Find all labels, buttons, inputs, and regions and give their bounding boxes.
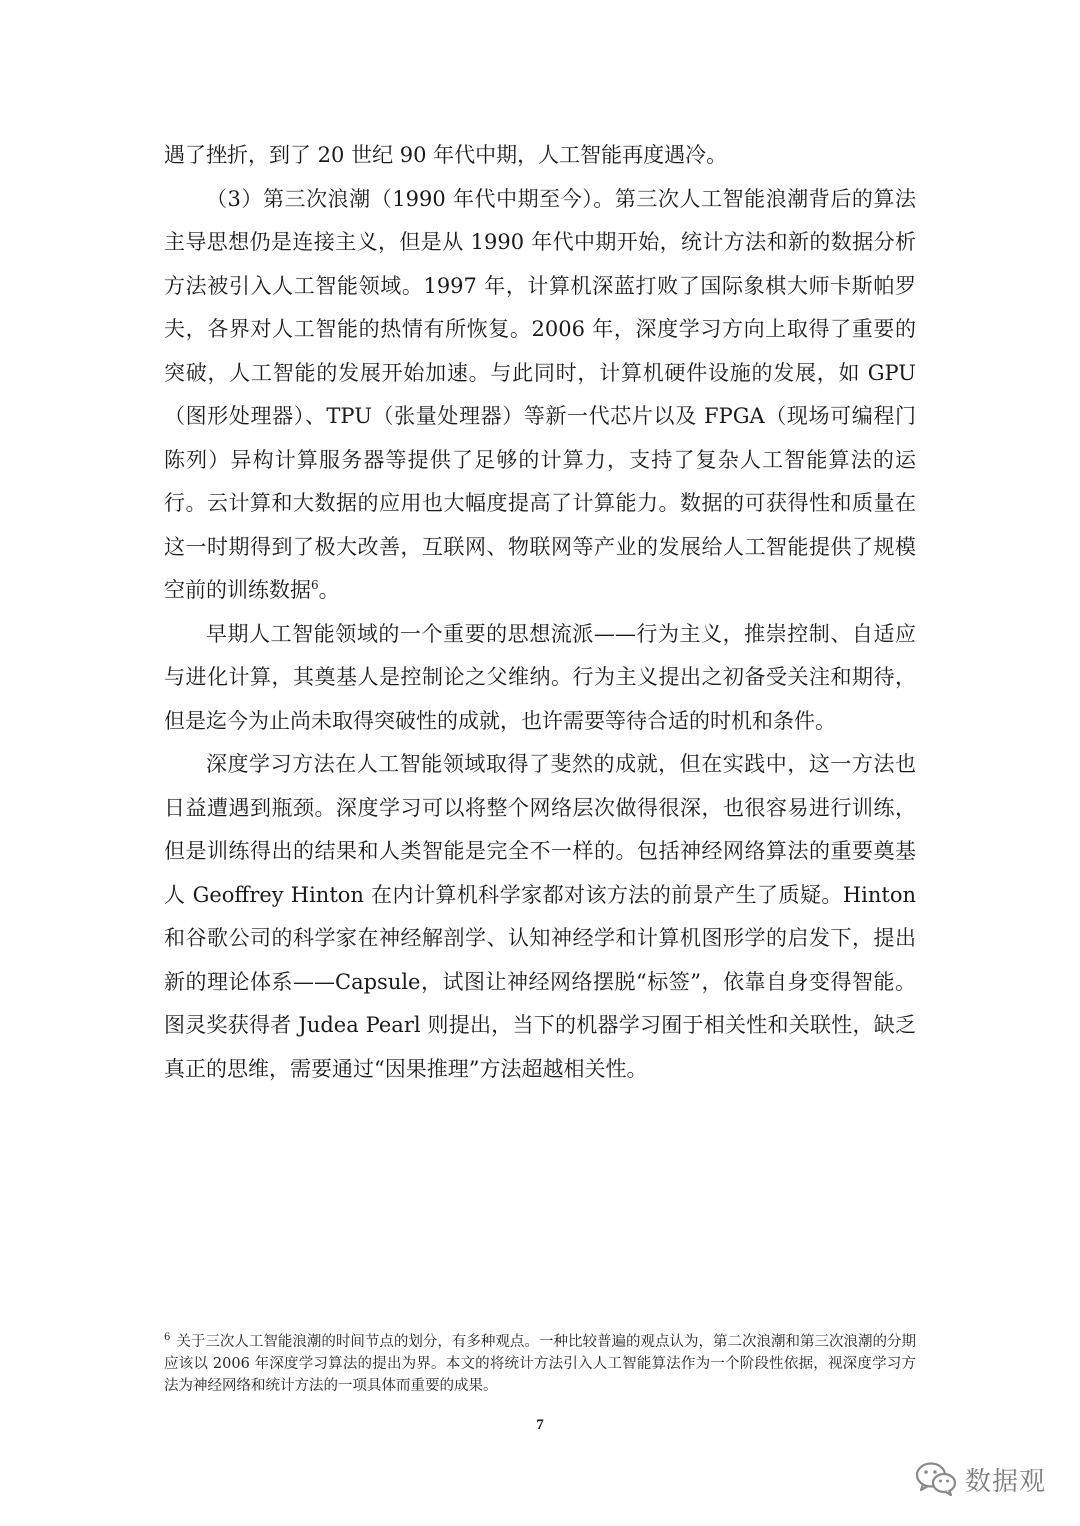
body-text xyxy=(164,134,916,1091)
paragraph-deep-learning: 深度学习方法在人工智能领域取得了斐然的成就，但在实践中，这一方法也日益遭遇到瓶颈。深度学习可以将整个网络层次做得很深，也很容易进行训练，但是训练得出的结果和人类智能是完全不一样的。包括神经网络算法的重要奠基人 Geoffrey Hinton 在内计算机科学家都对该方法的前景产生了质疑。Hinton 和谷歌公司的科学家在神经解剖学、认知神经学和计算机图形学的启发下，提出新的理论体系——Capsule，试图让神经网络摆脱“标签”，依靠自身变得智能。图灵奖获得者 Judea Pearl 则提出，当下的机器学习囿于相关性和关联性，缺乏真正的思维，需要通过“因果推理”方法超越相关性。 xyxy=(164,752,916,1081)
footnote-divider xyxy=(164,1322,394,1323)
paragraph-third-wave xyxy=(164,178,916,613)
paragraph-continuation: 遇了挫折，到了 20 世纪 90 年代中期，人工智能再度遇冷。 xyxy=(164,143,728,167)
paragraph-behaviorism: 早期人工智能领域的一个重要的思想流派——行为主义，推崇控制、自适应与进化计算，其奠基人是控制论之父维纳。行为主义提出之初备受关注和期待，但是迄今为止尚未取得突破性的成就，也许需要等待合适的时机和条件。 xyxy=(164,621,916,733)
page-number: 7 xyxy=(536,1417,544,1433)
watermark xyxy=(915,1454,1046,1504)
footnote-reference[interactable]: 6 xyxy=(311,578,319,592)
watermark-text: 数据观 xyxy=(964,1466,1046,1497)
paragraph-third-wave-end: 。 xyxy=(318,578,340,602)
paragraph-third-wave-text: （3）第三次浪潮（1990 年代中期至今）。第三次人工智能浪潮背后的算法主导思想仍是连接主义，但是从 1990 年代中期开始，统计方法和新的数据分析方法被引入人工智能领域。1997 年，计算机深蓝打败了国际象棋大师卡斯帕罗夫，各界对人工智能的热情有所恢复。2006 年，深度学习方向上取得了重要的突破，人工智能的发展开始加速。与此同时，计算机硬件设施的发展，如 GPU（图形处理器）、TPU（张量处理器）等新一代芯片以及 FPGA（现场可编程门陈列）异构计算服务器等提供了足够的计算力，支持了复杂人工智能算法的运行。云计算和大数据的应用也大幅度提高了计算能力。数据的可获得性和质量在这一时期得到了极大改善，互联网、物联网等产业的发展给人工智能提供了规模空前的训练数据 xyxy=(164,186,916,602)
wechat-icon xyxy=(915,1461,957,1497)
footnote-text: 关于三次人工智能浪潮的时间节点的划分，有多种观点。一种比较普遍的观点认为，第二次浪潮和第三次浪潮的分期应该以 2006 年深度学习算法的提出为界。本文的将统计方法引入人工智能算法作为一个阶段性依据，视深度学习方法为神经网络和统计方法的一项具体而重要的成果。 xyxy=(164,1334,916,1394)
footnote xyxy=(164,1331,916,1397)
footnote-mark: 6 xyxy=(164,1332,171,1344)
